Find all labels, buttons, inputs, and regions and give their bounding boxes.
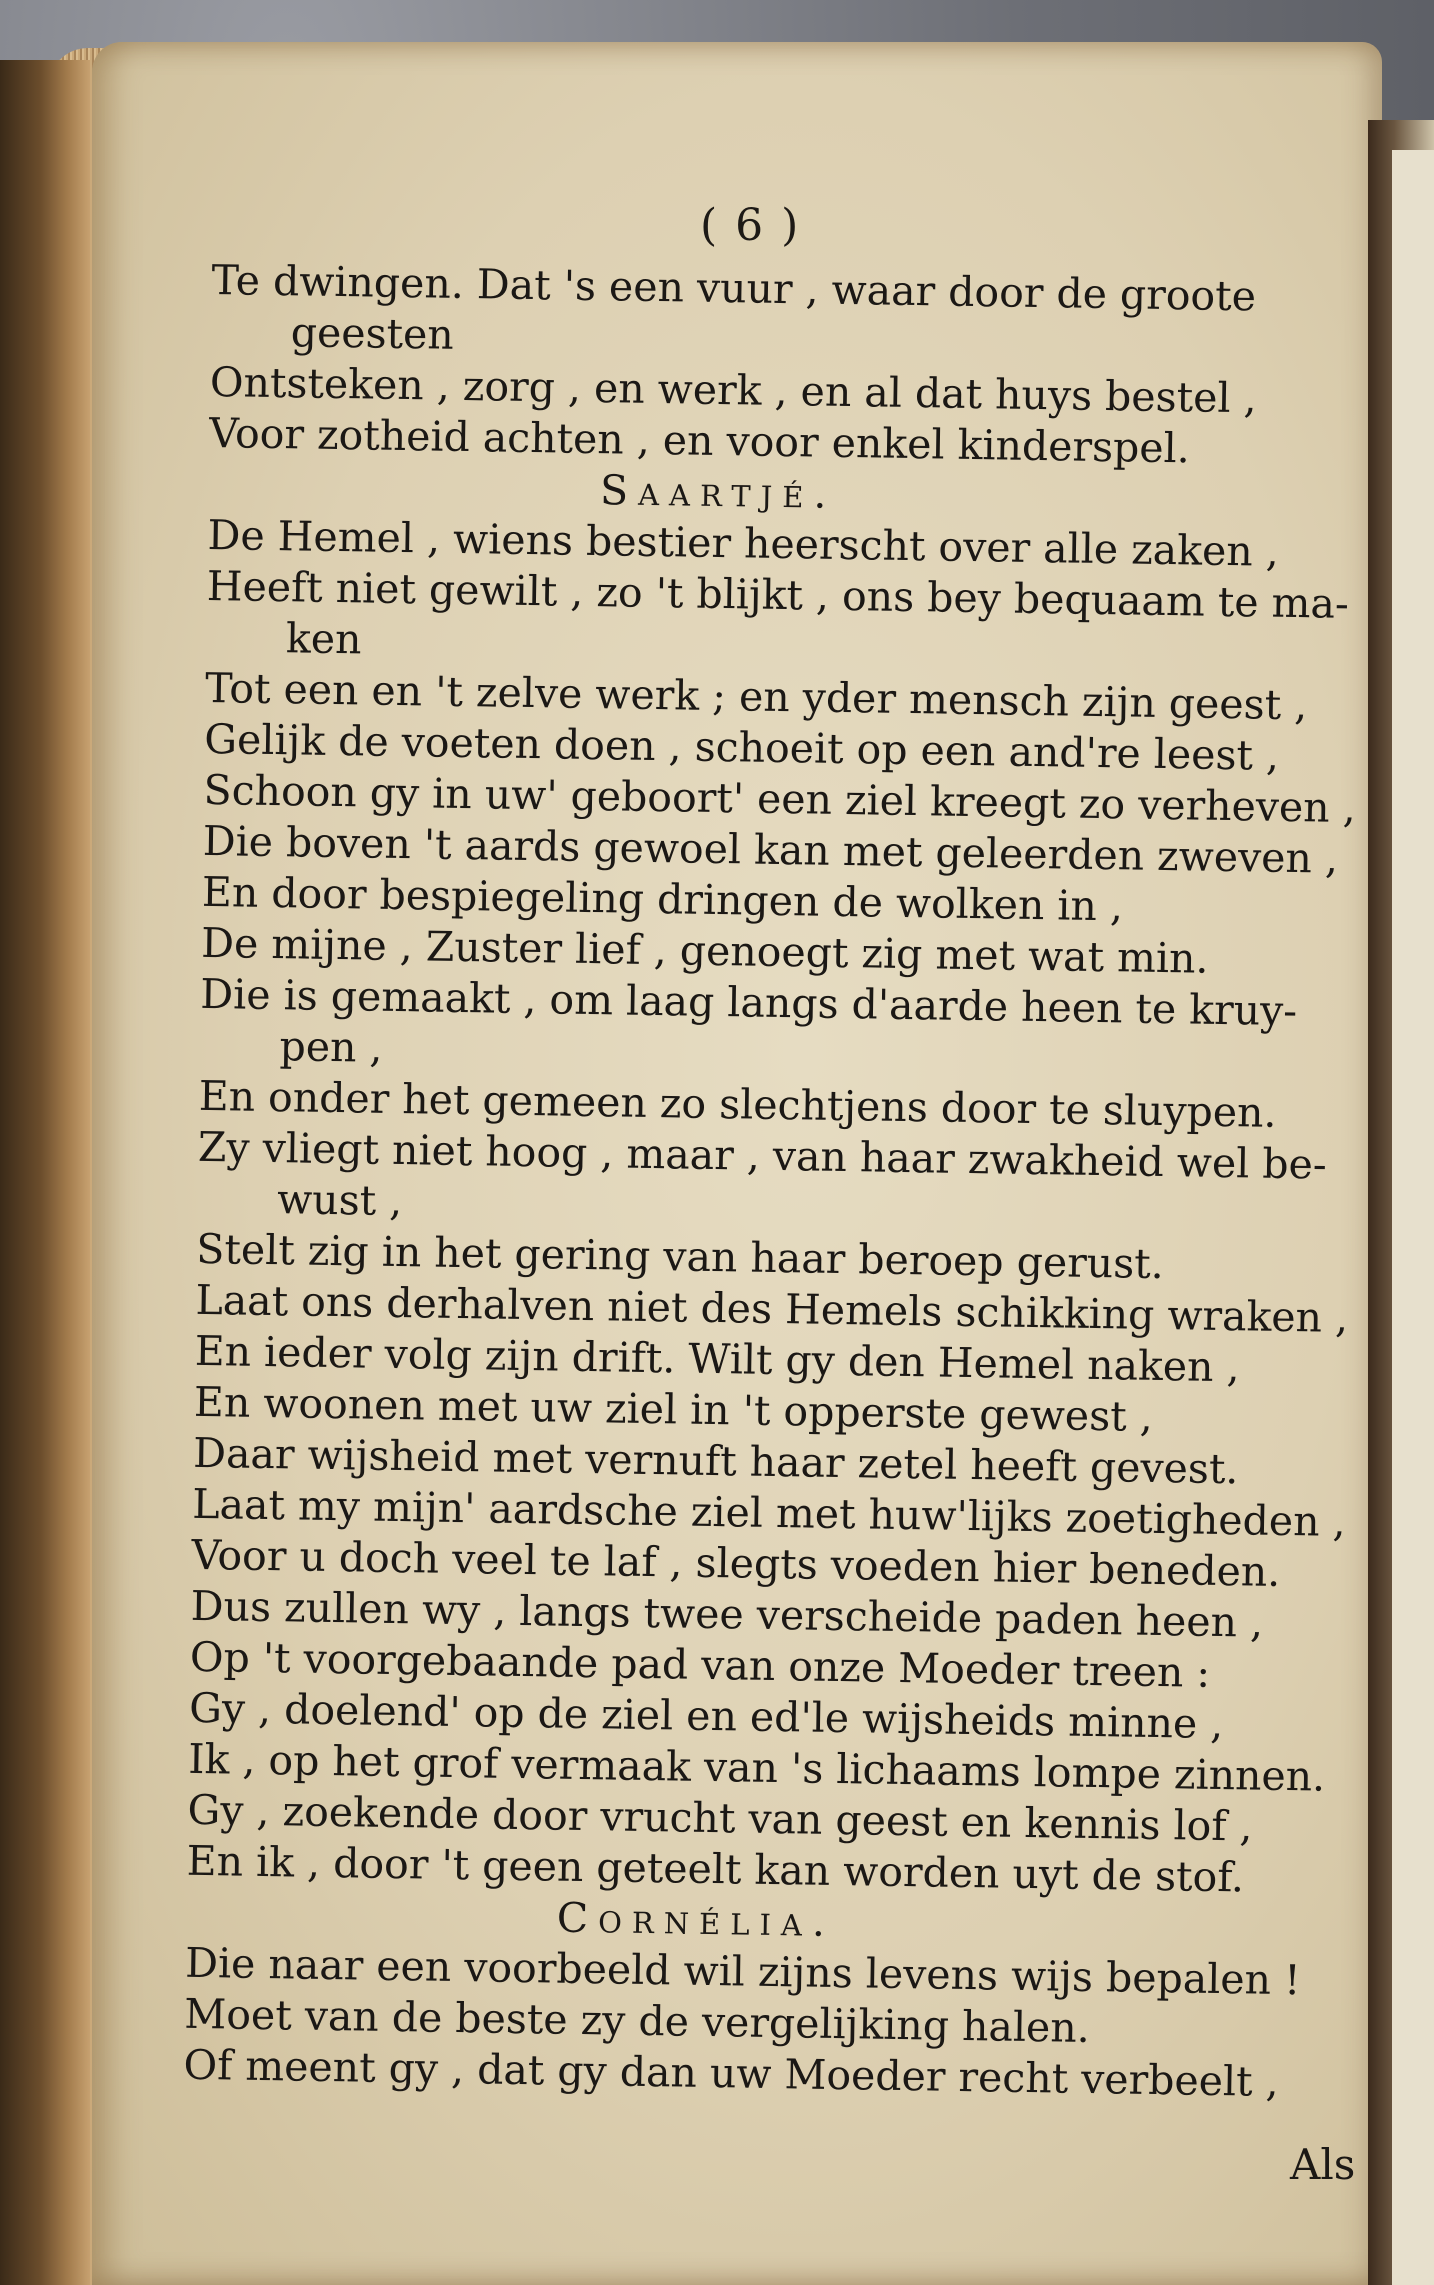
- verse-line: Die boven 't aards gewoel kan met geleerden zweven ,: [202, 816, 1339, 883]
- verse-line: Die is gemaakt , om laag langs d'aarde heen te kruy-: [200, 969, 1298, 1036]
- facing-page-edge: [1392, 150, 1434, 2285]
- verse-line: Laat my mijn' aardsche ziel met huw'lijks zoetigheden ,: [192, 1479, 1347, 1546]
- verse-line: Gy , zoekende door vrucht van geest en kennis lof ,: [187, 1785, 1253, 1851]
- verse-line: Daar wijsheid met vernuft haar zetel heeft gevest.: [192, 1428, 1239, 1494]
- verse-line-continuation: wust ,: [276, 1175, 403, 1226]
- verse-line: Die naar een voorbeeld wil zijns levens wijs bepalen !: [184, 1938, 1301, 2005]
- verse-line: Dus zullen wy , langs twee verscheide paden heen ,: [190, 1581, 1264, 1647]
- verse-line: Stelt zig in het gering van haar beroep gerust.: [196, 1224, 1165, 1289]
- verse-line: De mijne , Zuster lief , genoegt zig met wat min.: [200, 918, 1209, 983]
- verse-line: Voor u doch veel te laf , slegts voeden hier beneden.: [191, 1530, 1281, 1596]
- verse-line: De Hemel , wiens bestier heerscht over alle zaken ,: [207, 510, 1280, 576]
- verse-line: Tot een en 't zelve werk ; en yder mensch zijn geest ,: [204, 663, 1308, 730]
- speaker-heading: Cornélia.: [556, 1893, 836, 1946]
- book-cover-edge: [0, 60, 90, 2285]
- verse-line: Moet van de beste zy de vergelijking halen.: [183, 1989, 1091, 2053]
- verse-line-continuation: ken: [285, 614, 362, 664]
- verse-text-block: [183, 255, 1357, 2109]
- verse-line: En onder het gemeen zo slechtjens door te sluypen.: [198, 1071, 1277, 1137]
- verse-line: En woonen met uw ziel in 't opperste gewest ,: [193, 1377, 1154, 1441]
- verse-line: Zy vliegt niet hoog , maar , van haar zwakheid wel be-: [197, 1122, 1328, 1189]
- verse-line: Schoon gy in uw' geboort' een ziel kreegt zo verheven ,: [203, 765, 1357, 833]
- verse-line: Gelijk de voeten doen , schoeit op een and're leest ,: [204, 714, 1280, 780]
- speaker-heading: Saartjé.: [599, 466, 837, 518]
- verse-line: Voor zotheid achten , en voor enkel kinderspel.: [208, 408, 1191, 473]
- verse-line: Laat ons derhalven niet des Hemels schikking wraken ,: [195, 1275, 1349, 1342]
- verse-line-continuation: pen ,: [279, 1022, 383, 1072]
- verse-line: En ik , door 't geen geteelt kan worden uyt de stof.: [186, 1836, 1245, 1902]
- verse-line: Te dwingen. Dat 's een vuur , waar door de groote: [211, 255, 1257, 321]
- verse-line: Ik , op het grof vermaak van 's lichaams lompe zinnen.: [187, 1734, 1326, 1801]
- verse-line: Ontsteken , zorg , en werk , en al dat huys bestel ,: [209, 357, 1257, 423]
- verse-line: Heeft niet gewilt , zo 't blijkt , ons bey bequaam te ma-: [206, 561, 1350, 628]
- verse-line: En ieder volg zijn drift. Wilt gy den Hemel naken ,: [194, 1326, 1240, 1392]
- verse-line: Of meent gy , dat gy dan uw Moeder recht verbeelt ,: [183, 2040, 1280, 2106]
- catchword: Als: [1290, 2140, 1356, 2189]
- verse-line: Gy , doelend' op de ziel en ed'le wijsheids minne ,: [188, 1683, 1224, 1749]
- verse-line-continuation: geesten: [290, 308, 455, 359]
- verse-line: Op 't voorgebaande pad van onze Moeder treen :: [189, 1632, 1211, 1697]
- page-number: ( 6 ): [700, 200, 801, 251]
- verse-line: En door bespiegeling dringen de wolken in ,: [201, 867, 1124, 931]
